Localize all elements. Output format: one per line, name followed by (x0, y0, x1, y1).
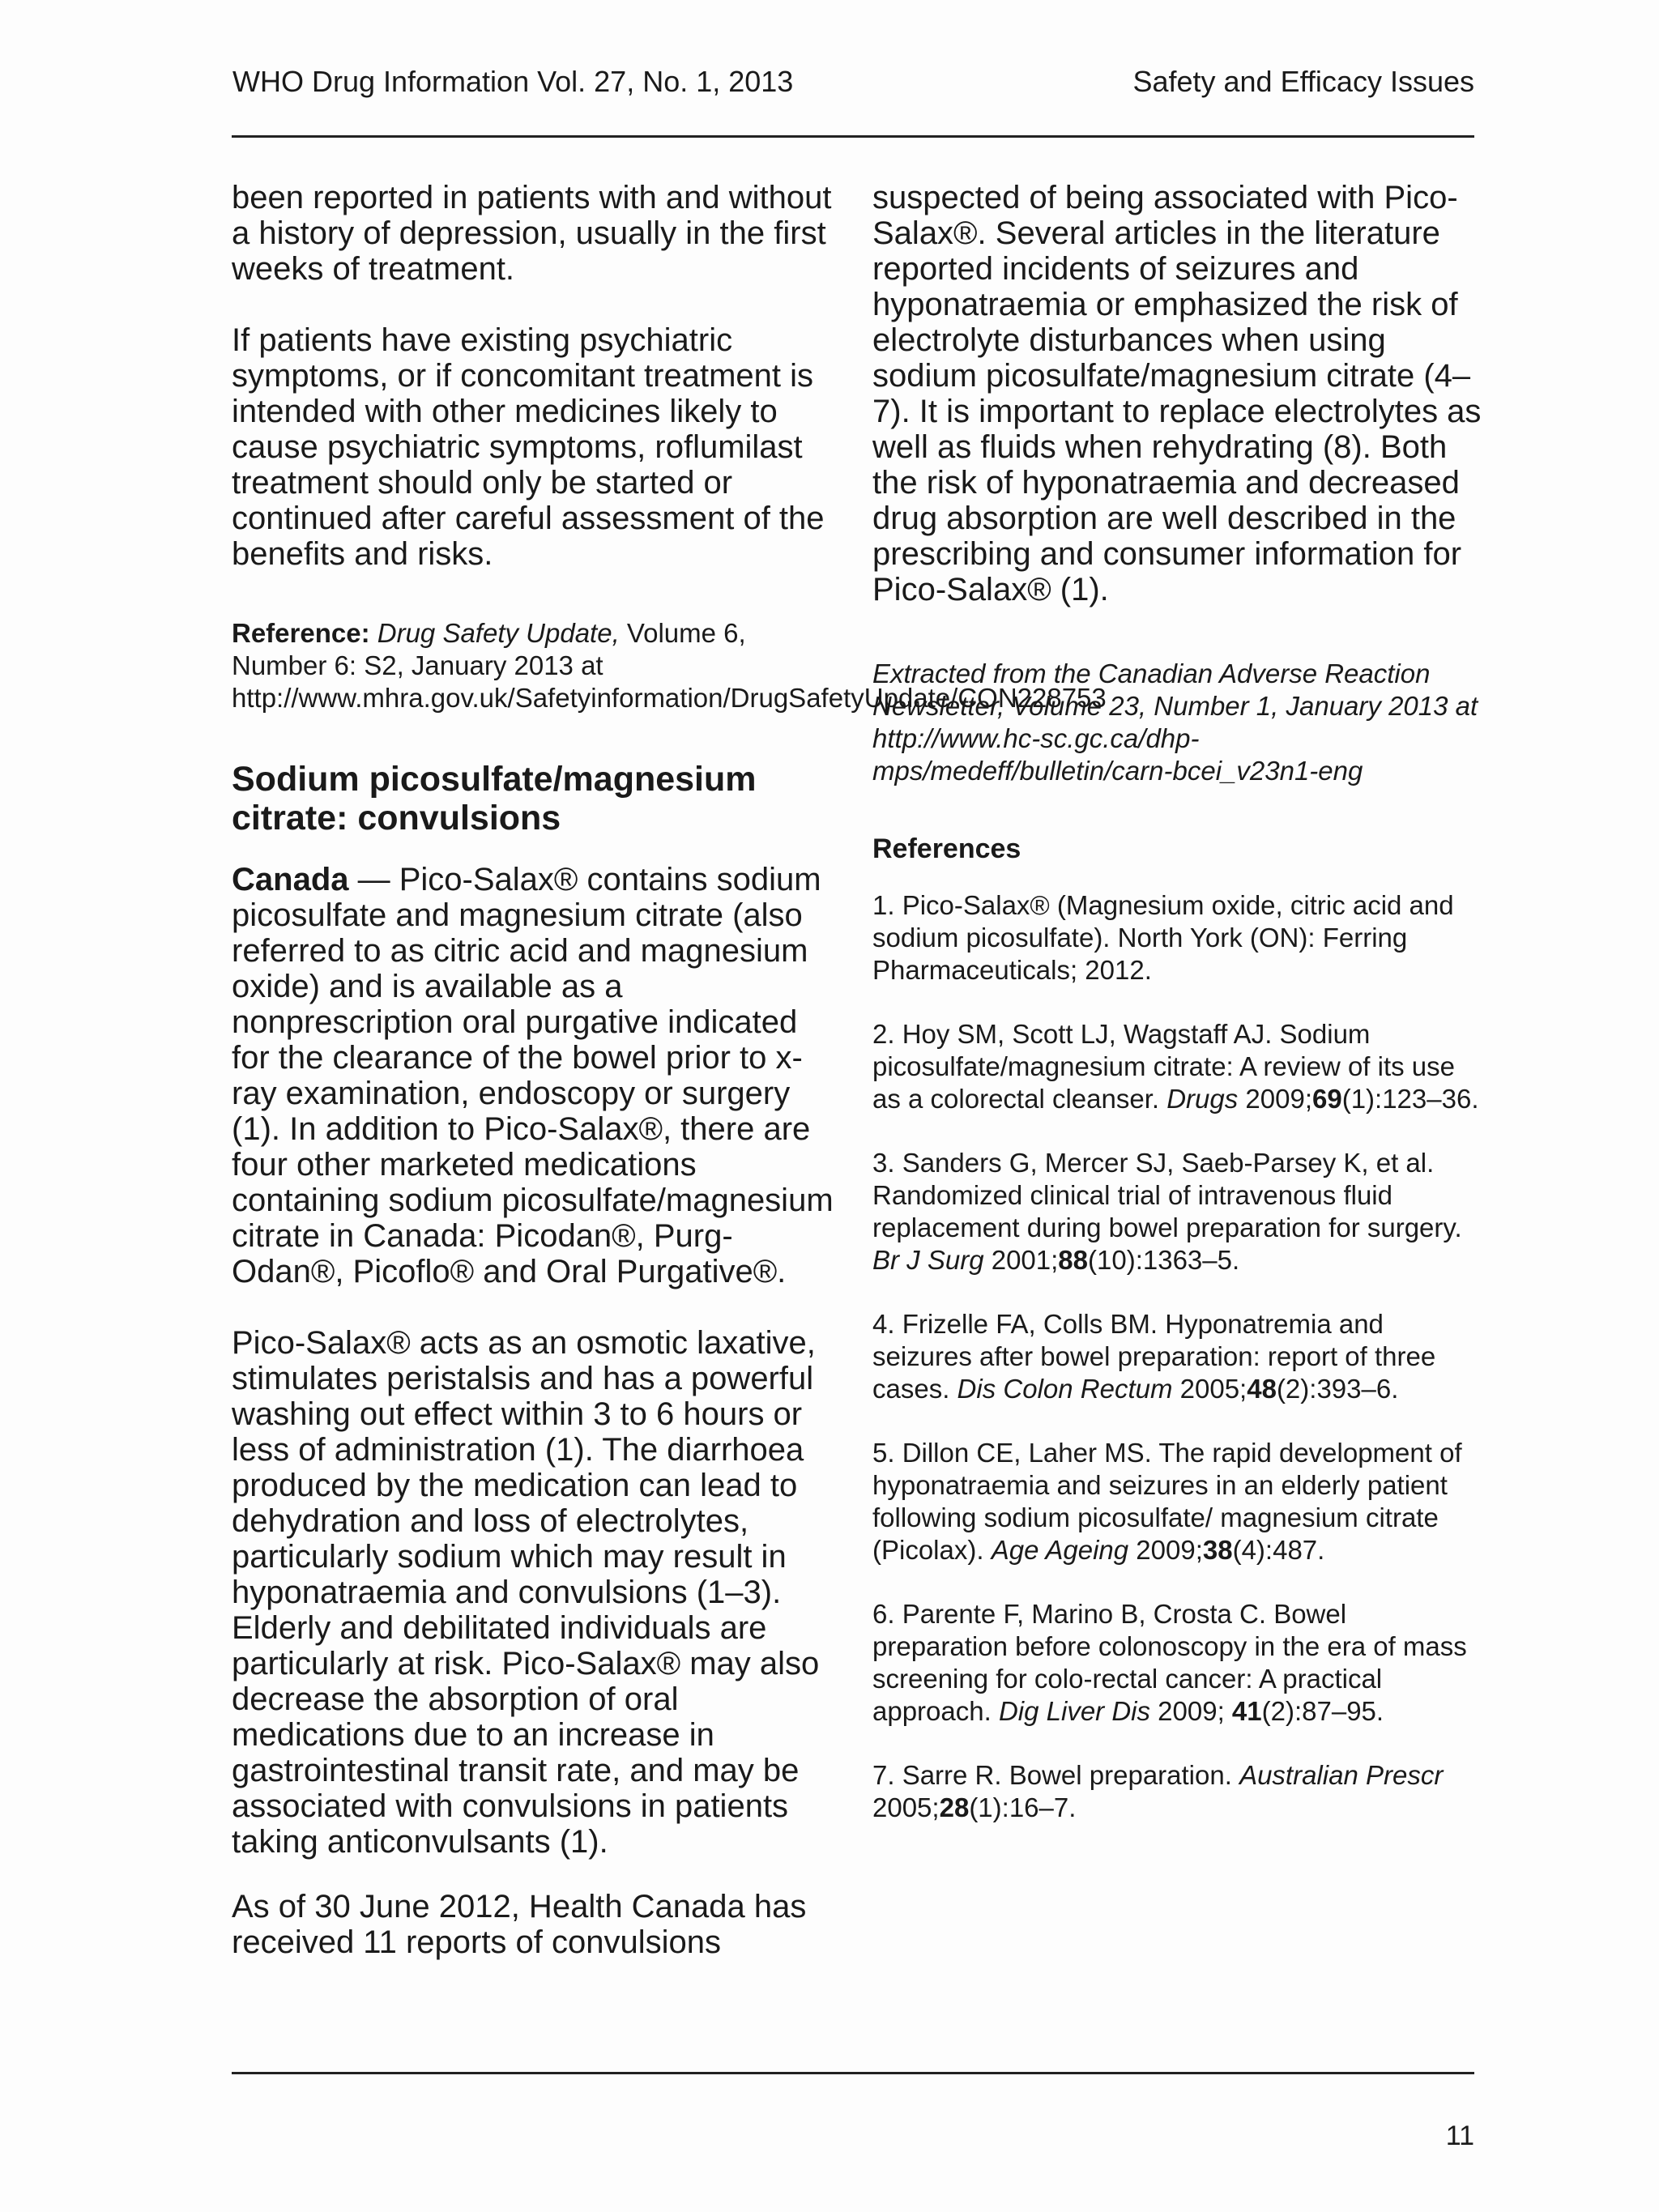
reference-text: 4. Frizelle FA, Colls BM. Hyponatremia and seizures after bowel preparation: report of three cases. (872, 1309, 1436, 1404)
volume-number: 48 (1247, 1374, 1277, 1404)
header-rule (232, 135, 1474, 138)
page-number: 11 (1445, 2120, 1474, 2151)
reference-item (872, 1308, 1488, 1405)
reference-details: Volume 6, Number 6: S2, January 2013 at http://www.mhra.gov.uk/Safetyinformation/DrugSafetyUpdate/CON228753 (232, 618, 1107, 713)
journal-name: Drugs (1166, 1084, 1239, 1114)
section-title: Sodium picosulfate/magnesium citrate: convulsions (232, 760, 757, 837)
reference-source: Drug Safety Update, (377, 618, 620, 648)
running-header-left: WHO Drug Information Vol. 27, No. 1, 2013 (232, 65, 794, 98)
running-header-right: Safety and Efficacy Issues (1132, 65, 1474, 98)
journal-name: Br J Surg (872, 1245, 984, 1275)
references-heading: References (872, 833, 1021, 864)
reference-text: 2. Hoy SM, Scott LJ, Wagstaff AJ. Sodium picosulfate/magnesium citrate: A review of its use as a colorectal cleanser. (872, 1019, 1456, 1114)
reference-text: 7. Sarre R. Bowel preparation. (872, 1760, 1240, 1790)
reference-text: 5. Dillon CE, Laher MS. The rapid development of hyponatraemia and seizures in an elderly patient following sodium picosulfate/ magnesium citrate (Picolax). (872, 1438, 1462, 1565)
paragraph: As of 30 June 2012, Health Canada has received 11 reports of convulsions (232, 1889, 807, 1960)
reference-note (232, 617, 1107, 714)
reference-pages: (1):16–7. (969, 1792, 1077, 1822)
reference-year: 2009; (1238, 1084, 1312, 1114)
reference-year: 2005; (872, 1792, 940, 1822)
reference-text: 3. Sanders G, Mercer SJ, Saeb-Parsey K, et al. Randomized clinical trial of intravenous fluid replacement during bowel preparation for surgery. (872, 1148, 1462, 1242)
reference-label: Reference: (232, 618, 370, 648)
reference-year: 2001; (983, 1245, 1059, 1275)
reference-pages: (2):393–6. (1276, 1374, 1399, 1404)
journal-name: Australian Prescr (1239, 1760, 1444, 1790)
paragraph: Pico-Salax® acts as an osmotic laxative, stimulates peristalsis and has a powerful washing out effect within 3 to 6 hours or less of administration (1). The diarrhoea produced by the medication can lead to dehydration and loss of electrolytes, particularly sodium which may result in hyponatraemia and convulsions (1–3). Elderly and debilitated individuals are particularly at risk. Pico-Salax® may also decrease the absorption of oral medications due to an increase in gastrointestinal transit rate, and may be associated with convulsions in patients taking anticonvulsants (1). (232, 1325, 820, 1860)
journal-name: Dig Liver Dis (998, 1696, 1150, 1726)
volume-number: 69 (1311, 1084, 1342, 1114)
reference-item (872, 1437, 1488, 1566)
reference-pages: (4):487. (1232, 1535, 1325, 1565)
reference-item (872, 889, 1488, 987)
reference-year: 2009; (1128, 1535, 1203, 1565)
reference-year: 2009; (1150, 1696, 1232, 1726)
volume-number: 41 (1231, 1696, 1262, 1726)
paragraph (232, 862, 843, 1289)
volume-number: 38 (1202, 1535, 1233, 1565)
volume-number: 28 (939, 1792, 970, 1822)
reference-pages: (2):87–95. (1261, 1696, 1384, 1726)
reference-item (872, 1147, 1488, 1276)
source-note: Extracted from the Canadian Adverse Reaction Newsletter, Volume 23, Number 1, January 2013 at http://www.hc-sc.gc.ca/dhp-mps/medeff/bulletin/carn-bcei_v23n1-eng (872, 658, 1478, 786)
reference-list (872, 889, 1488, 1824)
journal-name: Dis Colon Rectum (957, 1374, 1173, 1404)
reference-item (872, 1598, 1488, 1728)
journal-name: Age Ageing (991, 1535, 1129, 1565)
footer-rule (232, 2072, 1474, 2074)
reference-pages: (10):1363–5. (1088, 1245, 1240, 1275)
right-column (872, 180, 1488, 1824)
country-label: Canada (232, 862, 349, 897)
volume-number: 88 (1058, 1245, 1089, 1275)
paragraph-text: — Pico-Salax® contains sodium picosulfate and magnesium citrate (also referred to as citric acid and magnesium oxide) and is available as a nonprescription oral purgative indicated for the clearance of the bowel prior to x-ray examination, endoscopy or surgery (1). In addition to Pico-Salax®, there are four other marketed medications containing sodium picosulfate/magnesium citrate in Canada: Picodan®, Purg-Odan®, Picoflo® and Oral Purgative®. (232, 862, 834, 1289)
paragraph: been reported in patients with and without a history of depression, usually in the first weeks of treatment. (232, 180, 832, 287)
reference-pages: (1):123–36. (1341, 1084, 1479, 1114)
reference-item (872, 1018, 1488, 1115)
reference-text: 6. Parente F, Marino B, Crosta C. Bowel preparation before colonoscopy in the era of mass screening for colo-rectal cancer: A practical approach. (872, 1599, 1467, 1726)
reference-item (872, 1759, 1488, 1824)
reference-year: 2005; (1172, 1374, 1247, 1404)
paragraph: suspected of being associated with Pico-Salax®. Several articles in the literature reported incidents of seizures and hyponatraemia or emphasized the risk of electrolyte disturbances when using sodium picosulfate/magnesium citrate (4–7). It is important to replace electrolytes as well as fluids when rehydrating (8). Both the risk of hyponatraemia and decreased drug absorption are well described in the prescribing and consumer information for Pico-Salax® (1). (872, 180, 1482, 607)
paragraph: If patients have existing psychiatric symptoms, or if concomitant treatment is intended with other medicines likely to cause psychiatric symptoms, roflumilast treatment should only be started or continued after careful assessment of the benefits and risks. (232, 322, 825, 572)
reference-text: 1. Pico-Salax® (Magnesium oxide, citric acid and sodium picosulfate). North York (ON): Ferring Pharmaceuticals; 2012. (872, 890, 1454, 985)
